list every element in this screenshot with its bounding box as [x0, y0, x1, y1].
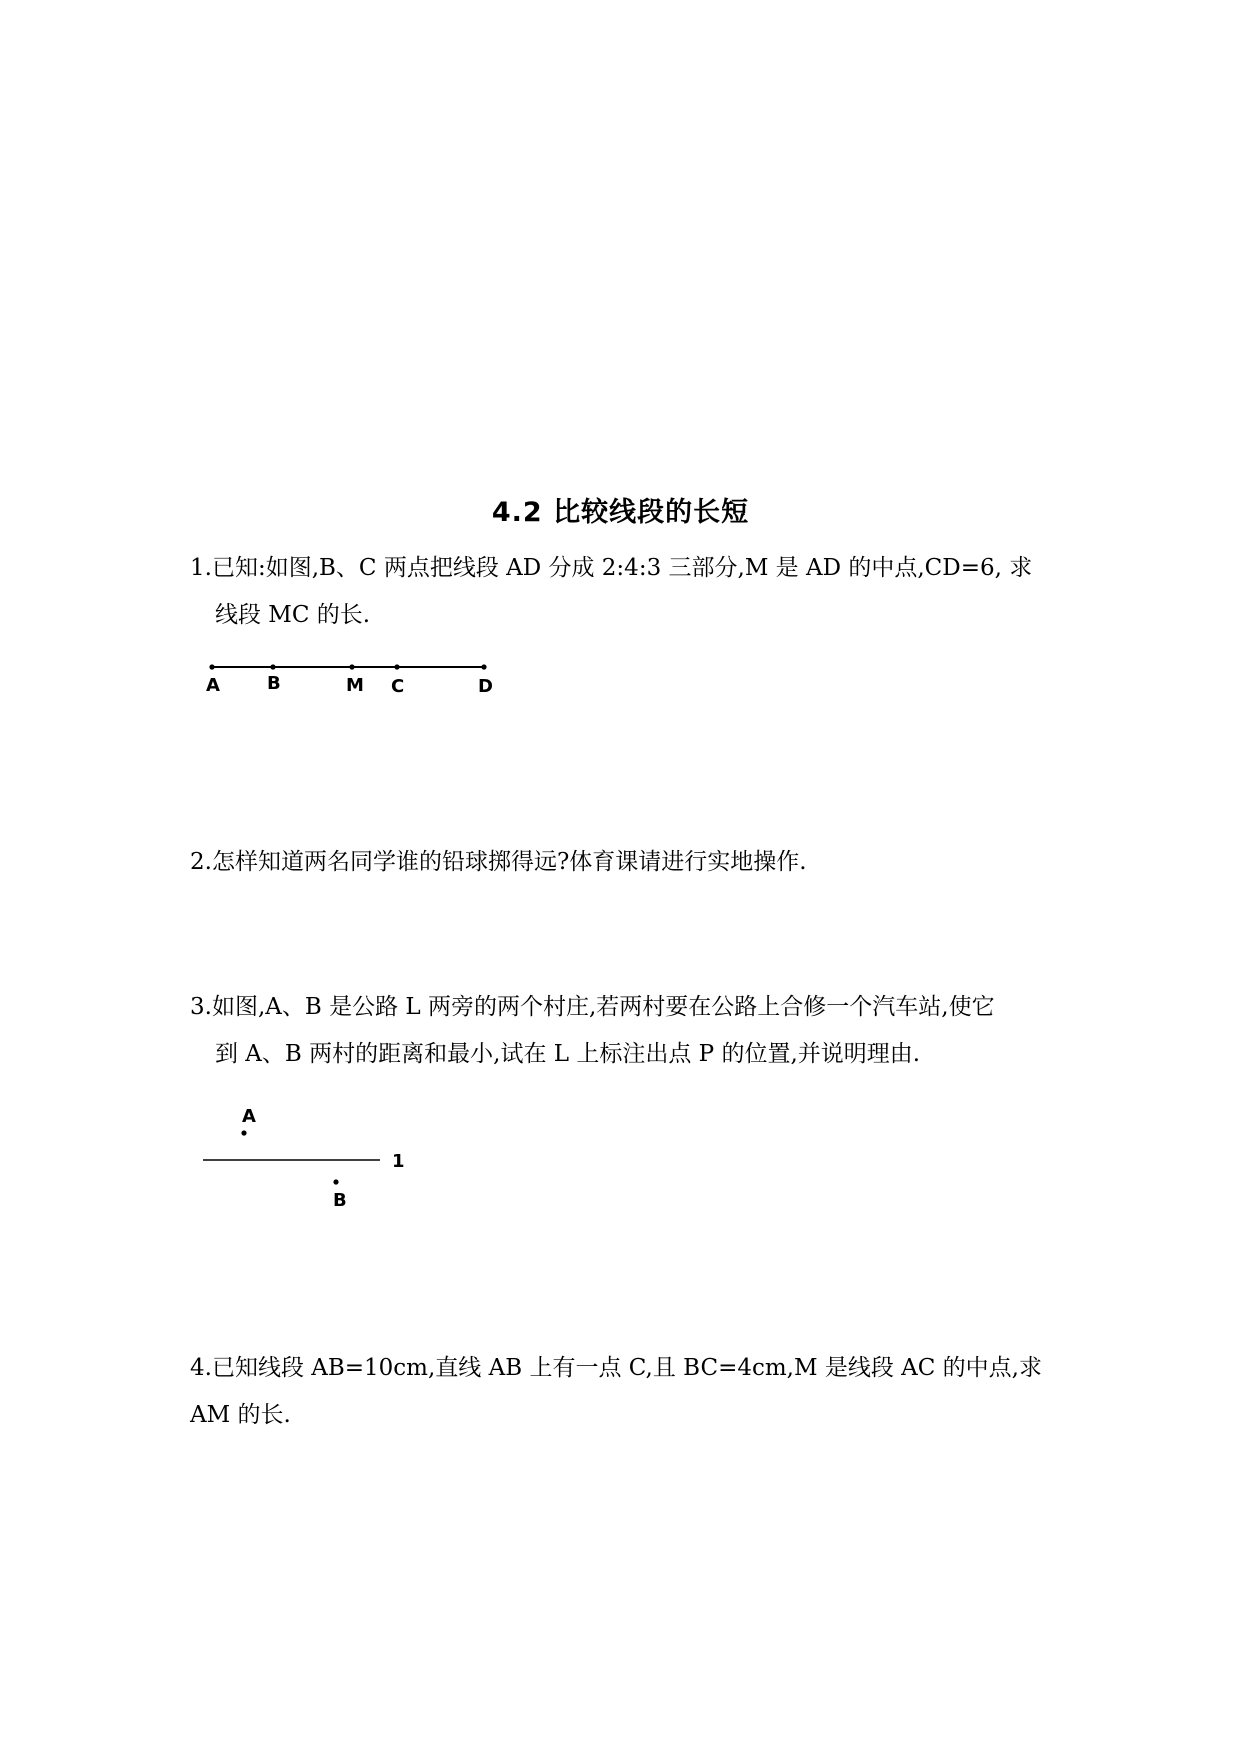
question-4-line-1: 4.已知线段 AB=10cm,直线 AB 上有一点 C,且 BC=4cm,M 是线段 AC 的中点,求 [190, 1355, 1042, 1381]
question-3-line-1: 3.如图,A、B 是公路 L 两旁的两个村庄,若两村要在公路上合修一个汽车站,使它 [190, 994, 995, 1020]
point-b-dot [270, 664, 275, 669]
point-d-label: D [478, 676, 493, 697]
question-1-line-2: 线段 MC 的长. [215, 602, 371, 628]
page-title: 4.2 比较线段的长短 [491, 497, 750, 528]
point-d-dot [481, 664, 486, 669]
segment-ad-figure [200, 655, 500, 705]
point-a-dot [209, 664, 214, 669]
question-1-line-1: 1.已知:如图,B、C 两点把线段 AD 分成 2:4:3 三部分,M 是 AD 的中点,CD=6, 求 [190, 555, 1033, 581]
village-a-label: A [242, 1106, 256, 1127]
question-4-line-2: AM 的长. [190, 1402, 291, 1428]
road-villages-figure [200, 1100, 420, 1220]
village-b-label: B [333, 1190, 347, 1211]
point-c-dot [394, 664, 399, 669]
village-a-dot [241, 1130, 246, 1135]
question-2-line-1: 2.怎样知道两名同学谁的铅球掷得远?体育课请进行实地操作. [190, 849, 807, 875]
point-b-label: B [267, 673, 281, 694]
point-c-label: C [391, 676, 405, 697]
question-3-line-2: 到 A、B 两村的距离和最小,试在 L 上标注出点 P 的位置,并说明理由. [215, 1041, 921, 1067]
point-a-label: A [206, 675, 220, 696]
point-m-dot [349, 664, 354, 669]
village-b-dot [333, 1179, 338, 1184]
road-label: 1 [392, 1151, 405, 1172]
point-m-label: M [346, 675, 364, 696]
